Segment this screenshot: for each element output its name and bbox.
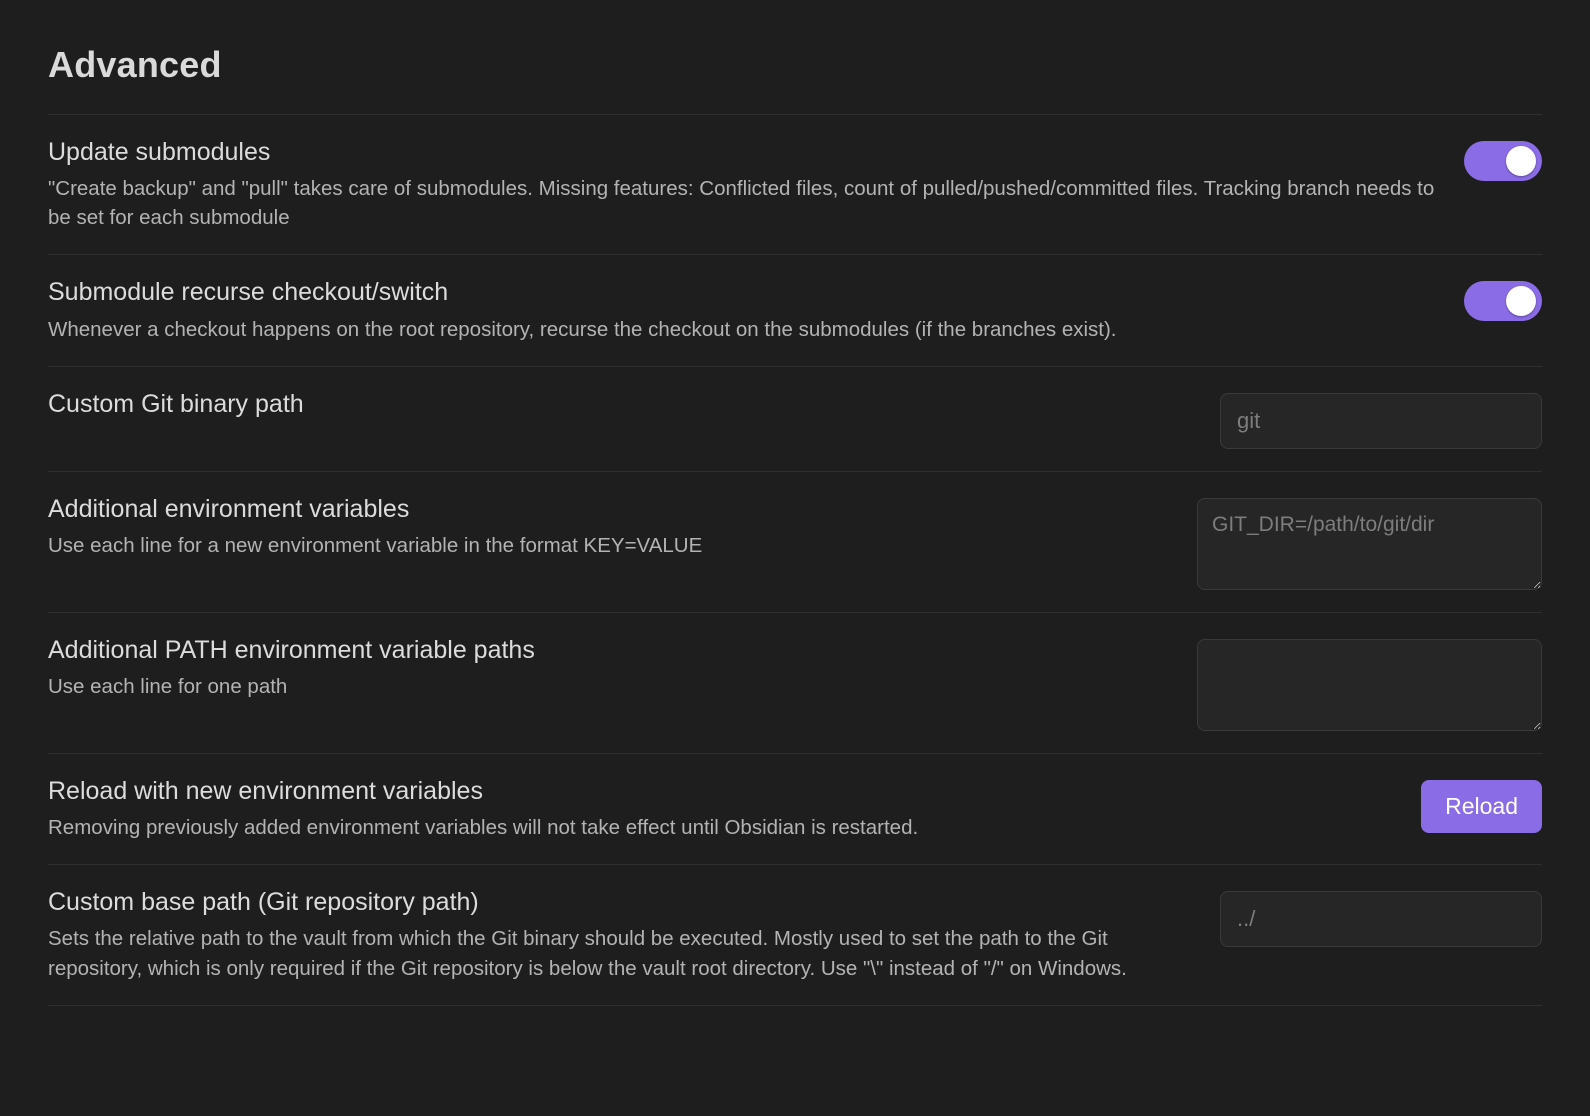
setting-info [48, 776, 1397, 842]
setting-description: Removing previously added environment variables will not take effect until Obsidian is restarted. [48, 816, 919, 840]
setting-info [48, 277, 1440, 343]
custom-git-binary-path-input[interactable] [1220, 393, 1542, 449]
setting-control [1197, 635, 1542, 731]
setting-row-reload-env-variables [48, 753, 1542, 864]
setting-info [48, 389, 1196, 426]
setting-description: Whenever a checkout happens on the root repository, recurse the checkout on the submodules (if the branches exist). [48, 317, 1117, 341]
setting-name: Submodule recurse checkout/switch [48, 278, 449, 307]
reload-button[interactable]: Reload [1421, 780, 1542, 833]
additional-env-variables-textarea[interactable] [1197, 498, 1542, 590]
setting-control [1220, 389, 1542, 449]
custom-base-path-input[interactable] [1220, 891, 1542, 947]
setting-row-additional-path-variables [48, 612, 1542, 753]
setting-name: Custom Git binary path [48, 389, 304, 418]
setting-name: Additional environment variables [48, 494, 410, 523]
setting-control [1421, 776, 1542, 833]
setting-control [1197, 494, 1542, 590]
additional-path-variables-textarea[interactable] [1197, 639, 1542, 731]
setting-description: Sets the relative path to the vault from which the Git binary should be executed. Mostly used to set the path to the Git repository, which is only required if the Git repository is below the vault root directory. Use "\" instead of "/" on Windows. [48, 927, 1127, 980]
setting-name: Reload with new environment variables [48, 776, 483, 805]
setting-row-submodule-recurse [48, 254, 1542, 365]
setting-description: Use each line for a new environment variable in the format KEY=VALUE [48, 534, 703, 558]
bottom-divider [48, 1005, 1542, 1006]
toggle-update-submodules[interactable] [1464, 141, 1542, 181]
setting-info [48, 887, 1196, 982]
setting-row-additional-env-variables [48, 471, 1542, 612]
setting-info [48, 635, 1173, 701]
setting-control [1464, 137, 1542, 181]
setting-info [48, 137, 1440, 232]
toggle-knob-icon [1506, 286, 1536, 316]
page-title: Advanced [48, 44, 222, 85]
setting-name: Additional PATH environment variable paths [48, 635, 535, 664]
setting-row-custom-base-path [48, 864, 1542, 1004]
setting-description: Use each line for one path [48, 675, 288, 699]
setting-name: Custom base path (Git repository path) [48, 888, 479, 917]
toggle-submodule-recurse[interactable] [1464, 281, 1542, 321]
setting-control [1220, 887, 1542, 947]
setting-row-custom-git-binary-path [48, 366, 1542, 471]
setting-name: Update submodules [48, 138, 271, 166]
toggle-knob-icon [1506, 146, 1536, 176]
setting-row-update-submodules [48, 114, 1542, 254]
setting-info [48, 494, 1173, 560]
setting-control [1464, 277, 1542, 321]
setting-description: "Create backup" and "pull" takes care of submodules. Missing features: Conflicted files, count of pulled/pushed/committed files. Tracking branch needs to be set for each submodule [48, 177, 1435, 230]
